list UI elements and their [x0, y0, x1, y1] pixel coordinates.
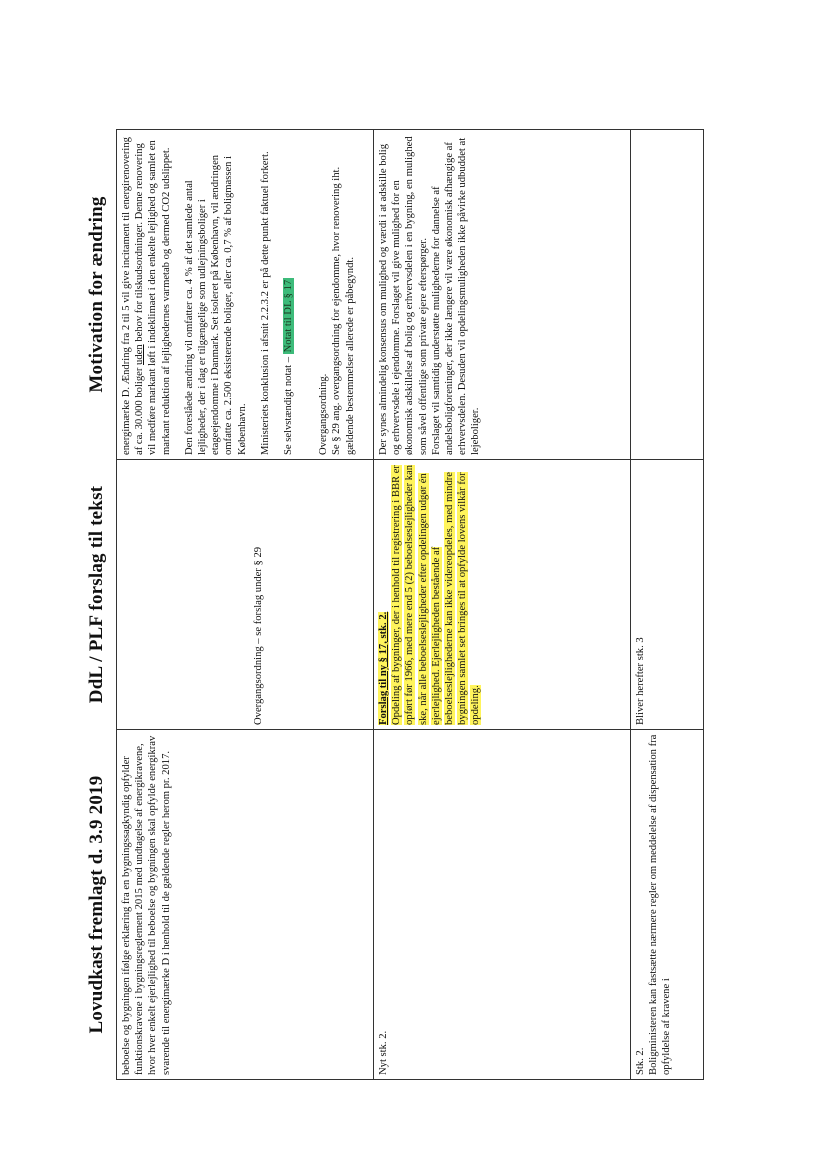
paragraph [377, 464, 390, 725]
text-run: Se selvstændigt notat – [283, 354, 295, 455]
proposal-text: Opdeling af bygninger, der i henhold til registrering i BBR er opført før 1966, med mere end 5 (2) beboelseslejligheder kan ske, når alle beboelseslejligheder efter opdelingen udgør én ejerlejlighed. Ejerlejligheden bestående af beboelseslejlighederne kan ikke videreopdeles, med mindre bygningen samlet set bringes til at opfylde lovens vilkår for opdeling. [391, 464, 482, 725]
table-row [374, 130, 631, 1080]
text-run: behov for tilskudsordninger. Denne renovering vil medføre markant løft i indeklimaet i den enkelte lejlighed og samlet en markant reduktion af lejlighedernes varmetab og dermed CO2 udslippet. [134, 140, 172, 455]
header-row [80, 130, 117, 1080]
cell-forslag [117, 460, 374, 730]
cell-title: Stk. 2. [635, 1047, 646, 1075]
paragraph [120, 134, 173, 455]
paragraph: Overgangsordning. [318, 373, 330, 455]
cell-lovudkast [631, 730, 704, 1080]
cell-text: Overgangsordning – se forslag under § 29 [253, 546, 264, 725]
paragraph: Forslaget vil samtidig understøtte mulighederne for dannelse af andelsboligforeninger, der ikke længere vil være økonomisk afhængige af erhvervsdelen. Desuden vil opdelingsmuligheden ikke påvirke udbuddet at lejeboliger. [430, 137, 482, 455]
paragraph: Ministeriets konklusion i afsnit 2.2.3.2 er på dette punkt faktuel forkert. [259, 151, 271, 455]
note-link[interactable]: Notat til DL § 17 [283, 279, 295, 353]
text-run: energimærke D. Ændring fra 2 til 5 vil give incitament til energirenovering af ca. 30.000 boliger [121, 137, 146, 455]
header-lovudkast: Lovudkast fremlagt d. 3.9 2019 [86, 775, 107, 1034]
paragraph: Der synes almindelig konsensus om mulighed og værdi i at adskille bolig og erhvervsdele i ejendomme. Forslaget vil give mulighed for en økonomisk adskillelse af bolig og erhvervsdelen i en bygning, en mulighed som såvel offentlige som private ejere efterspørger. [378, 136, 429, 455]
cell-lovudkast [117, 730, 374, 1080]
table-row [631, 130, 704, 1080]
paragraph [282, 134, 295, 455]
cell-motivation-empty [631, 130, 704, 460]
proposal-title: Forslag til ny § 17, stk. 2. [378, 611, 389, 725]
cell-text: Boligministeren kan fastsætte nærmere regler om meddelelse af dispensation fra opfyldelse af kravene i [648, 734, 673, 1075]
cell-motivation [117, 130, 374, 460]
cell-motivation [374, 130, 631, 460]
paragraph: Den foreslåede ændring vil omfatter ca. 4 % af det samlede antal lejligheder, der i dag er tilgængelige som udlejningsboliger i etageejendomme i Danmark. Set isoleret på København, vil ændringen omfatte ca. 2.500 eksisterende boliger, eller ca. 0,7 % af boligmassen i København. [183, 154, 248, 455]
cell-forslag [374, 460, 631, 730]
header-forslag: DdL / PLF forslag til tekst [86, 485, 107, 704]
cell-lovudkast [374, 730, 631, 1080]
cell-forslag [631, 460, 704, 730]
cell-text: Nyt stk. 2. [378, 1030, 389, 1075]
table-row [117, 130, 374, 1080]
cell-text: beboelse og bygningen ifølge erklæring fra en bygningssagkyndig opfylder funktionskravene i bygningsreglement 2015 med undtagelse af energikravene, hvor hver enkelt ejerlejlighed til beboelse og bygningen skal opfylde energikrav svarende til energimærke D i henhold til de gældende regler herom pr. 2017. [121, 735, 172, 1075]
header-motivation: Motivation for ændring [86, 196, 107, 393]
comparison-table [80, 129, 704, 1080]
paragraph [390, 464, 482, 725]
cell-text: Bliver herefter stk. 3 [635, 637, 646, 725]
rotated-document [80, 130, 700, 1080]
paragraph: Se § 29 ang. overgangsordning for ejendomme, hvor renovering iht. gældende bestemmelser allerede er påbegyndt. [331, 166, 356, 455]
underlined-text: uden [134, 344, 146, 365]
